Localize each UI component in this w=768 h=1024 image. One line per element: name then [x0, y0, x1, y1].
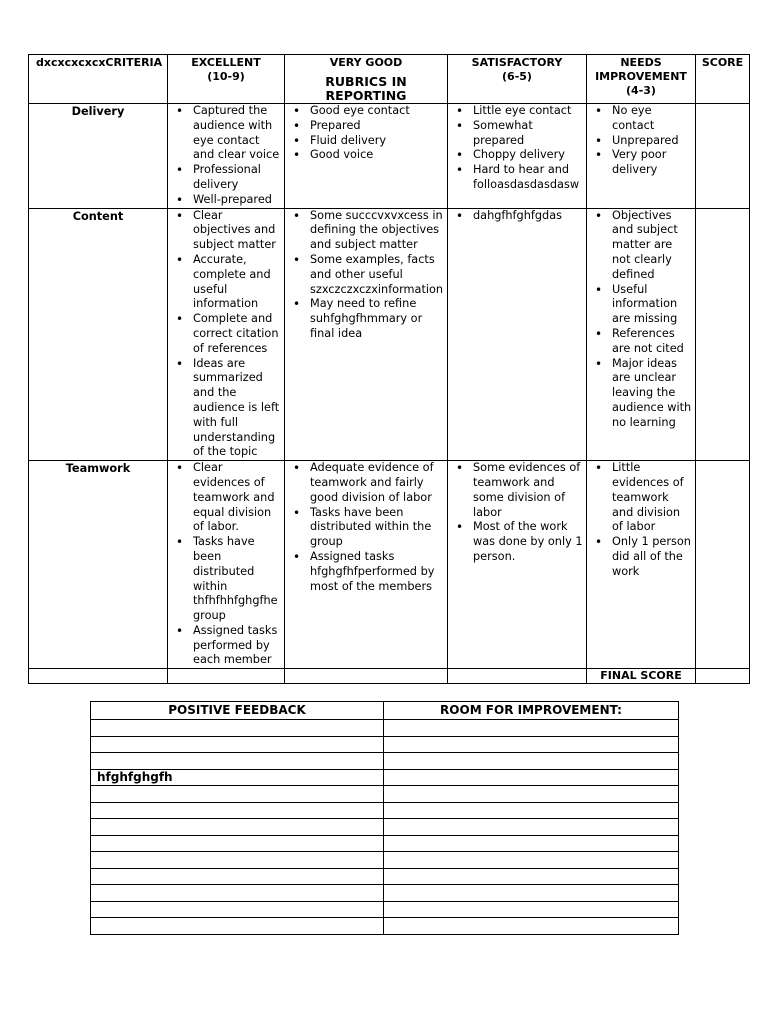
- bullet-item: • Ideas are summarized and the audience is left with full understanding of the topic: [168, 357, 282, 461]
- bullet-item: • Tasks have been distributed within the group: [285, 506, 445, 550]
- bullet-item: • Fluid delivery: [285, 134, 445, 149]
- score-cell[interactable]: [696, 208, 750, 461]
- positive-feedback-cell[interactable]: [91, 720, 384, 737]
- bullet-item: • Major ideas are unclear leaving the audience with no learning: [587, 357, 693, 431]
- rubric-row-teamwork: [29, 461, 750, 669]
- room-for-improvement-cell[interactable]: [384, 720, 679, 737]
- room-for-improvement-cell[interactable]: [384, 835, 679, 852]
- feedback-row: [91, 901, 679, 918]
- bullet-item: • Assigned tasks performed by each member: [168, 624, 282, 668]
- bullet-list: [587, 461, 695, 579]
- excellent-cell: [168, 208, 285, 461]
- feedback-body: [91, 720, 679, 935]
- bullet-item: • Tasks have been distributed within thfhfhhfghgfhe group: [168, 535, 282, 624]
- bullet-list: [168, 209, 284, 461]
- satisfactory-label: SATISFACTORY: [471, 56, 563, 69]
- rubric-table: [28, 54, 750, 684]
- final-score-row: [29, 669, 750, 684]
- positive-feedback-cell[interactable]: [91, 918, 384, 935]
- bullet-item: • Assigned tasks hfghgfhfperformed by most of the members: [285, 550, 445, 594]
- excellent-label: EXCELLENT: [191, 56, 261, 69]
- satisfactory-range: (6-5): [502, 70, 532, 83]
- positive-feedback-cell[interactable]: [91, 786, 384, 803]
- bullet-item: • No eye contact: [587, 104, 693, 134]
- feedback-header-row: [91, 702, 679, 720]
- bullet-item: • Adequate evidence of teamwork and fairly good division of labor: [285, 461, 445, 505]
- excellent-cell: [168, 461, 285, 669]
- score-cell[interactable]: [696, 461, 750, 669]
- bullet-list: [448, 209, 586, 224]
- final-score-blank-cell: [168, 669, 285, 684]
- rubric-row-delivery: [29, 104, 750, 209]
- bullet-item: • Some evidences of teamwork and some division of labor: [448, 461, 584, 520]
- room-for-improvement-cell[interactable]: [384, 852, 679, 869]
- room-for-improvement-cell[interactable]: [384, 769, 679, 786]
- room-for-improvement-cell[interactable]: [384, 819, 679, 836]
- bullet-item: • Useful information are missing: [587, 283, 693, 327]
- room-for-improvement-cell[interactable]: [384, 885, 679, 902]
- needs-improvement-header: [587, 55, 696, 104]
- bullet-item: • Hard to hear and folloasdasdasdasw: [448, 163, 584, 193]
- needs-improvement-range: (4-3): [626, 84, 656, 97]
- bullet-item: • Professional delivery: [168, 163, 282, 193]
- criterion-label: Content: [29, 208, 168, 461]
- feedback-table: [90, 701, 679, 935]
- bullet-item: • dahgfhfghfgdas: [448, 209, 584, 224]
- excellent-cell: [168, 104, 285, 209]
- feedback-row: [91, 835, 679, 852]
- positive-feedback-cell[interactable]: [91, 819, 384, 836]
- needs-improvement-label: NEEDS IMPROVEMENT: [595, 56, 687, 83]
- final-score-cell: [696, 669, 750, 684]
- room-for-improvement-cell[interactable]: [384, 802, 679, 819]
- satisfactory-cell: [448, 208, 587, 461]
- rubric-row-content: [29, 208, 750, 461]
- criterion-label: Teamwork: [29, 461, 168, 669]
- bullet-list: [285, 209, 447, 342]
- feedback-row: [91, 868, 679, 885]
- very-good-cell: [285, 461, 448, 669]
- needs-improvement-cell: [587, 104, 696, 209]
- feedback-row: [91, 819, 679, 836]
- bullet-item: • Prepared: [285, 119, 445, 134]
- feedback-row: [91, 786, 679, 803]
- room-for-improvement-cell[interactable]: [384, 918, 679, 935]
- bullet-item: • Most of the work was done by only 1 person.: [448, 520, 584, 564]
- bullet-item: • May need to refine suhfghgfhmmary or final idea: [285, 297, 445, 341]
- feedback-row: [91, 720, 679, 737]
- room-for-improvement-cell[interactable]: [384, 786, 679, 803]
- bullet-list: [285, 461, 447, 594]
- final-score-blank-cell: [285, 669, 448, 684]
- bullet-list: [285, 104, 447, 163]
- very-good-header: [285, 55, 448, 104]
- bullet-item: • Very poor delivery: [587, 148, 693, 178]
- room-for-improvement-cell[interactable]: [384, 901, 679, 918]
- bullet-item: • Accurate, complete and useful information: [168, 253, 282, 312]
- bullet-list: [168, 461, 284, 668]
- rubric-body: [29, 104, 750, 669]
- bullet-item: • References are not cited: [587, 327, 693, 357]
- bullet-item: • Little eye contact: [448, 104, 584, 119]
- bullet-list: [448, 461, 586, 565]
- room-for-improvement-cell[interactable]: [384, 868, 679, 885]
- bullet-item: • Choppy delivery: [448, 148, 584, 163]
- bullet-list: [448, 104, 586, 193]
- bullet-item: • Captured the audience with eye contact and clear voice: [168, 104, 282, 163]
- final-score-label: FINAL SCORE: [587, 669, 696, 684]
- bullet-item: • Some succcvxvxcess in defining the objectives and subject matter: [285, 209, 445, 253]
- bullet-item: • Only 1 person did all of the work: [587, 535, 693, 579]
- room-for-improvement-cell[interactable]: [384, 736, 679, 753]
- positive-feedback-cell[interactable]: [91, 885, 384, 902]
- feedback-row: [91, 736, 679, 753]
- very-good-cell: [285, 208, 448, 461]
- needs-improvement-cell: [587, 461, 696, 669]
- positive-feedback-cell[interactable]: [91, 753, 384, 770]
- bullet-item: • Good eye contact: [285, 104, 445, 119]
- final-score-blank-cell: [448, 669, 587, 684]
- bullet-item: • Some examples, facts and other useful szxczczxczxinformation: [285, 253, 445, 297]
- feedback-row: [91, 753, 679, 770]
- bullet-list: [168, 104, 284, 208]
- bullet-item: • Somewhat prepared: [448, 119, 584, 149]
- needs-improvement-cell: [587, 208, 696, 461]
- positive-feedback-cell[interactable]: [91, 901, 384, 918]
- bullet-list: [587, 104, 695, 178]
- feedback-row: [91, 769, 679, 786]
- bullet-item: • Good voice: [285, 148, 445, 163]
- bullet-list: [587, 209, 695, 431]
- bullet-item: • Unprepared: [587, 134, 693, 149]
- excellent-range: (10-9): [207, 70, 245, 83]
- score-cell[interactable]: [696, 104, 750, 209]
- satisfactory-cell: [448, 104, 587, 209]
- satisfactory-cell: [448, 461, 587, 669]
- bullet-item: • Little evidences of teamwork and division of labor: [587, 461, 693, 535]
- very-good-label: VERY GOOD: [329, 56, 403, 69]
- criterion-label: Delivery: [29, 104, 168, 209]
- rubric-header-row: [29, 55, 750, 104]
- feedback-row: [91, 852, 679, 869]
- positive-feedback-cell[interactable]: [91, 736, 384, 753]
- very-good-cell: [285, 104, 448, 209]
- bullet-item: • Complete and correct citation of references: [168, 312, 282, 356]
- satisfactory-header: [448, 55, 587, 104]
- criteria-header: dxcxcxcxcxCRITERIA: [29, 55, 168, 104]
- feedback-row: [91, 918, 679, 935]
- feedback-row: [91, 802, 679, 819]
- positive-feedback-header: POSITIVE FEEDBACK: [91, 702, 384, 720]
- positive-feedback-cell[interactable]: [91, 835, 384, 852]
- feedback-row: [91, 885, 679, 902]
- document-title: RUBRICS IN REPORTING: [325, 74, 407, 103]
- positive-feedback-cell[interactable]: hfghfghgfh: [91, 769, 384, 786]
- bullet-item: • Well-prepared: [168, 193, 282, 208]
- bullet-item: • Clear evidences of teamwork and equal division of labor.: [168, 461, 282, 535]
- positive-feedback-cell[interactable]: [91, 802, 384, 819]
- score-header: SCORE: [696, 55, 750, 104]
- positive-feedback-cell[interactable]: [91, 852, 384, 869]
- excellent-header: [168, 55, 285, 104]
- room-for-improvement-header: ROOM FOR IMPROVEMENT:: [384, 702, 679, 720]
- final-score-blank-cell: [29, 669, 168, 684]
- bullet-item: • Objectives and subject matter are not clearly defined: [587, 209, 693, 283]
- positive-feedback-cell[interactable]: [91, 868, 384, 885]
- room-for-improvement-cell[interactable]: [384, 753, 679, 770]
- bullet-item: • Clear objectives and subject matter: [168, 209, 282, 253]
